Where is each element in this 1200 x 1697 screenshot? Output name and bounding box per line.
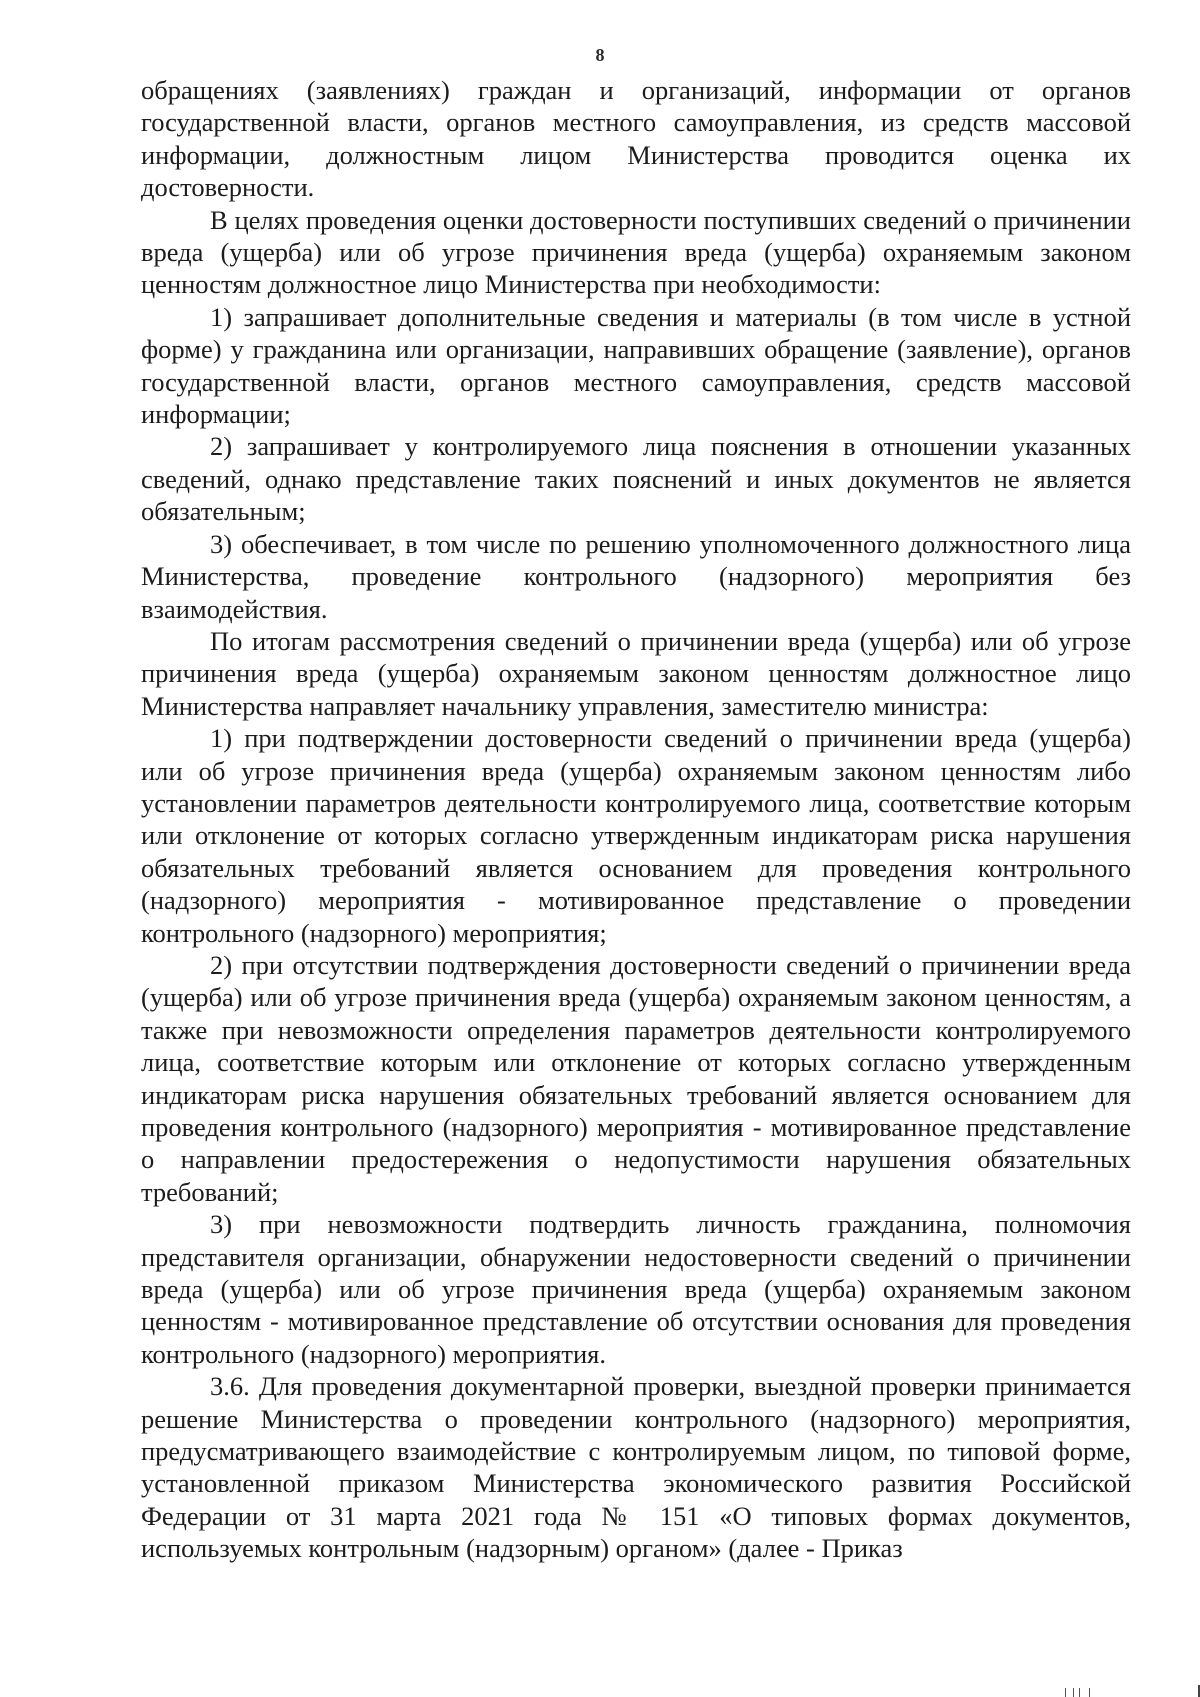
page-number: 8 bbox=[595, 45, 605, 65]
document-body bbox=[141, 74, 1131, 1565]
list-item-3-no-interaction: 3) обеспечивает, в том числе по решению уполномоченного должностного лица Министерства, проведение контрольного (надзорного) мероприятия без взаимодействия. bbox=[141, 528, 1131, 624]
scan-artifact-marks bbox=[1065, 1687, 1105, 1697]
list-item-3-unverifiable: 3) при невозможности подтвердить личность гражданина, полномочия представителя организации, обнаружении недостоверности сведений о причинении вреда (ущерба) или об угрозе причинения вреда (ущерба) охраняемым законом ценностям - мотивированное представление об отсутствии основания для проведения контрольного (надзорного) мероприятия. bbox=[141, 1209, 1131, 1369]
list-item-1-confirmed: 1) при подтверждении достоверности сведений о причинении вреда (ущерба) или об угрозе причинения вреда (ущерба) охраняемым законом ценностям либо установлении параметров деятельности контролируемого лица, соответствие которым или отклонение от которых согласно утвержденным индикаторам риска нарушения обязательных требований является основанием для проведения контрольного (надзорного) мероприятия - мотивированное представление о проведении контрольного (надзорного) мероприятия; bbox=[141, 723, 1131, 948]
paragraph-review-results: По итогам рассмотрения сведений о причинении вреда (ущерба) или об угрозе причинения вреда (ущерба) охраняемым законом ценностям должностное лицо Министерства направляет начальнику управления, заместителю министра: bbox=[141, 625, 1131, 721]
paragraph-assessment-intro: В целях проведения оценки достоверности поступивших сведений о причинении вреда (ущерба) или об угрозе причинения вреда (ущерба) охраняемым законом ценностям должностное лицо Министерства при необходимости: bbox=[141, 204, 1131, 300]
list-item-1-request-info: 1) запрашивает дополнительные сведения и материалы (в том числе в устной форме) у гражданина или организации, направивших обращение (заявление), органов государственной власти, органов местного самоуправления, средств массовой информации; bbox=[141, 301, 1131, 430]
list-item-2-not-confirmed: 2) при отсутствии подтверждения достоверности сведений о причинении вреда (ущерба) или об угрозе причинения вреда (ущерба) охраняемым законом ценностям, а также при невозможности определения параметров деятельности контролируемого лица, соответствие которым или отклонение от которых согласно утвержденным индикаторам риска нарушения обязательных требований является основанием для проведения контрольного (надзорного) мероприятия - мотивированное представление о направлении предостережения о недопустимости нарушения обязательных требований; bbox=[141, 949, 1131, 1207]
paragraph-section-3-6: 3.6. Для проведения документарной проверки, выездной проверки принимается решение Министерства о проведении контрольного (надзорного) мероприятия, предусматривающего взаимодействие с контролируемым лицом, по типовой форме, установленной приказом Министерства экономического развития Российской Федерации от 31 марта 2021 года № 151 «О типовых формах документов, используемых контрольным (надзорным) органом» (далее - Приказ bbox=[141, 1371, 1131, 1564]
paragraph-continuation: обращениях (заявлениях) граждан и организаций, информации от органов государственной власти, органов местного самоуправления, из средств массовой информации, должностным лицом Министерства проводится оценка их достоверности. bbox=[141, 75, 1131, 203]
list-item-2-request-explanations: 2) запрашивает у контролируемого лица пояснения в отношении указанных сведений, однако представление таких пояснений и иных документов не является обязательным; bbox=[141, 431, 1131, 527]
